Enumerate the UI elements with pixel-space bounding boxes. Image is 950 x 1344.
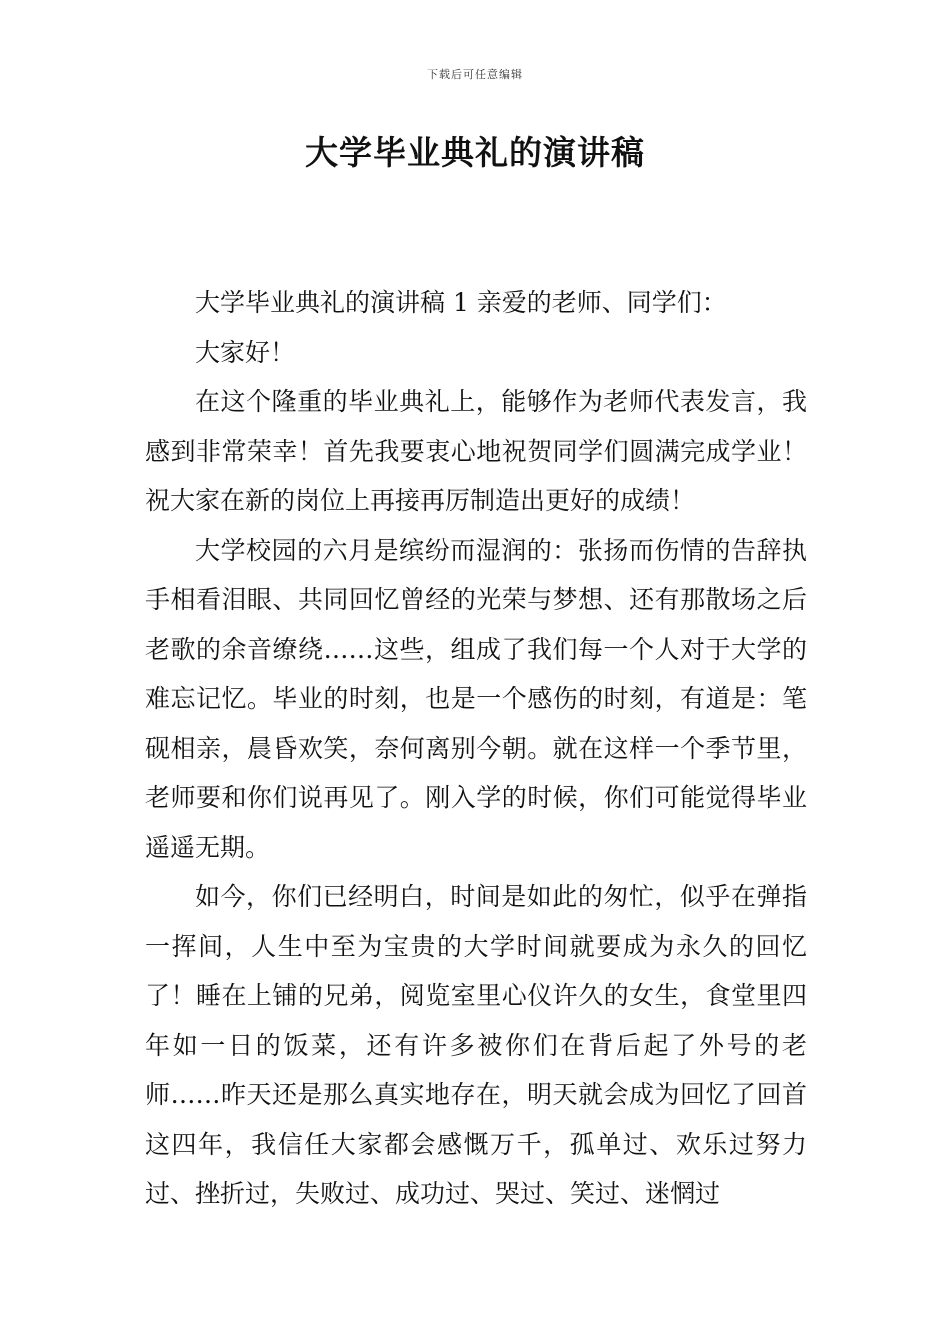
paragraph: 大学校园的六月是缤纷而湿润的：张扬而伤情的告辞执手相看泪眼、共同回忆曾经的光荣与梦想、还有那散场之后老歌的余音缭绕……这些，组成了我们每一个人对于大学的难忘记忆。毕业的时刻，也是一个感伤的时刻，有道是：笔砚相亲，晨昏欢笑，奈何离别今朝。就在这样一个季节里，老师要和你们说再见了。刚入学的时候，你们可能觉得毕业遥遥无期。 [145, 535, 807, 862]
paragraph: 大学毕业典礼的演讲稿 1 亲爱的老师、同学们： [195, 288, 727, 317]
header-note: 下载后可任意编辑 [427, 68, 523, 81]
paragraph: 如今，你们已经明白，时间是如此的匆忙，似乎在弹指一挥间，人生中至为宝贵的大学时间就要成为永久的回忆了！睡在上铺的兄弟，阅览室里心仪许久的女生，食堂里四年如一日的饭菜，还有许多被你们在背后起了外号的老师……昨天还是那么真实地存在，明天就会成为回忆了回首这四年，我信任大家都会感慨万千，孤单过、欢乐过努力过、挫折过，失败过、成功过、哭过、笑过、迷惘过 [145, 882, 807, 1208]
paragraph: 在这个隆重的毕业典礼上，能够作为老师代表发言，我感到非常荣幸！首先我要衷心地祝贺同学们圆满完成学业！祝大家在新的岗位上再接再厉制造出更好的成绩！ [145, 387, 807, 515]
paragraph: 大家好！ [195, 337, 296, 367]
document-title: 大学毕业典礼的演讲稿 [305, 133, 645, 172]
document-body [145, 278, 807, 1219]
